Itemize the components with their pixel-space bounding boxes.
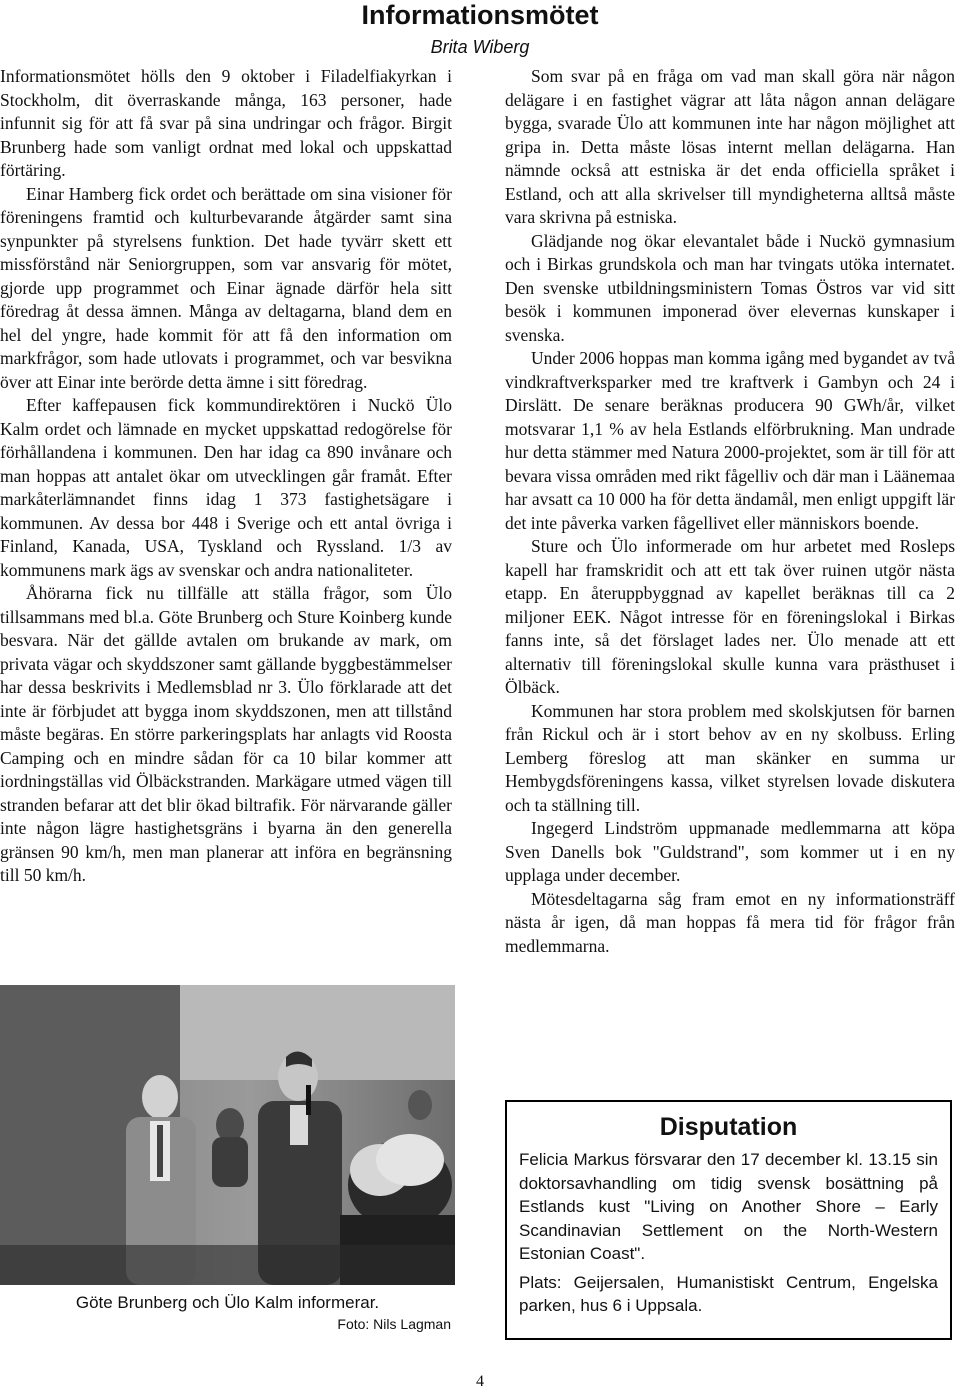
paragraph: Som svar på en fråga om vad man skall göra när någon delägare i en fastighet vägrar att låta någon annan delägare bygga, svarade Ülo att kommunen inte har någon möjlighet att gripa in. Detta måste lösas internt mellan delägarna. Han nämnde också att estniska är det enda officiella språket i Estland, och att alla skrivelser till myndigheterna alltså måste vara skrivna på estniska.	[505, 66, 955, 227]
article-title: Informationsmötet	[361, 0, 599, 30]
caption-text: Göte Brunberg och Ülo Kalm informerar.	[75, 1293, 380, 1312]
paragraph: Kommunen har stora problem med skolskjutsen för barnen från Rickul och är i stort behov av en ny skolbuss. Erling Lemberg föreslog att man skänker en summa ur Hembygdsföreningens kassa, vilket styrelsen lovade diskutera och ta ställning till.	[505, 700, 955, 815]
disputation-box	[505, 1100, 952, 1340]
paragraph: Einar Hamberg fick ordet och berättade om sina visioner för föreningens framtid och kulturbevarande åtgärder samt sina synpunkter på styrelsens funktion. Det hade tyvärr skett ett missförstånd när Seniorgruppen, som var ansvarig för mötet, gjorde upp programmet och Einar ägnade därför hela sitt föredrag åt dessa ämnen. Många av deltagarna, bland dem en hel del yngre, hade kommit för att få den information om markfrågor, som hade utlovats i programmet, och var besvikna över att Einar inte berörde detta ämne i sitt föredrag.	[0, 183, 452, 392]
paragraph: Glädjande nog ökar elevantalet både i Nuckö gymnasium och i Birkas grundskola och man har tvingats utöka internatet. Den svenske utbildningsministern Tomas Östros var vid sitt besök i kommunen imponerad över elevernas kunskaper i svenska.	[505, 230, 955, 345]
paragraph: Åhörarna fick nu tillfälle att ställa frågor, som Ülo tillsammans med bl.a. Göte Brunberg och Sture Koinberg kunde besvara. När det gällde avtalen om brukande av mark, om privata vägar och skyddszoner samt gällande byggbestämmelser har dessa beskrivits i Medlemsblad nr 3. Ülo förklarade att det inte är förbjudet att bygga inom skyddszonen, men att tillstånd måste begäras. En större parkeringsplats har anlagts vid Roosta Camping och en mindre sådan för ca 10 bilar kommer att iordningställas vid Ölbäckstranden. Markägare utmed vägen till stranden befarar att det blir ökad biltrafik. För närvarande gäller inte någon lägre hastighetsgräns i byarna än den generella gränsen 90 km/h, men man planerar att införa en begränsning till 50 km/h.	[0, 583, 452, 885]
article-author: Brita Wiberg	[430, 37, 530, 57]
page-number: 4	[476, 1373, 484, 1390]
photo-credit: Foto: Nils Lagman	[337, 1316, 451, 1332]
paragraph: Sture och Ülo informerade om hur arbetet med Rosleps kapell har framskridit och att ett tak över ruinen utgör nästa etapp. En återuppbyggnad av kapellet beräknas till ca 2 miljoner EEK. Något intresse för en föreningslokal i Birkas fanns inte, så det förslaget lades ner. Ülo menade att ett alternativ till föreningslokal skulle kunna vara prästhuset i Ölbäck.	[505, 536, 955, 697]
box-place: Plats: Geijersalen, Humanistiskt Centrum, Engelska parken, hus 6 i Uppsala.	[519, 1272, 938, 1315]
photo-caption	[0, 1292, 455, 1334]
box-title: Disputation	[659, 1113, 798, 1141]
paragraph: Under 2006 hoppas man komma igång med bygandet av två vindkraftverksparker med tre kraftverk i Gambyn och 24 i Dirslätt. De senare beräknas producera 90 GWh/år, vilket motsvarar 1,1 % av hela Estlands elförbrukning. Man undrade hur detta stämmer med Natura 2000-projektet, som är till för att bevara vissa områden med rikt fågelliv och där man i Läänemaa har avsatt ca 10 000 ha för detta ändamål, men enligt uppgift lär det inte påverka varken fågellivet eller människors boende.	[505, 348, 955, 533]
left-column	[0, 65, 452, 888]
paragraph: Efter kaffepausen fick kommundirektören i Nuckö Ülo Kalm ordet och lämnade en mycket uppskattad redogörelse för förhållandena i kommunen. Den har idag ca 890 invånare och man hoppas att antalet ökar om utvecklingen går framåt. Efter markåterlämnandet finns idag 1 373 fastighetsägare i kommunen. Av dessa bor 448 i Sverige och ett antal övriga i Finland, Kanada, USA, Tyskland och Ryssland. 1/3 av kommunens mark ägs av svenskar och andra nationaliteter.	[0, 395, 452, 580]
paragraph: Mötesdeltagarna såg fram emot en ny informationsträff nästa år igen, då man hoppas få mera tid för frågor från medlemmarna.	[505, 888, 955, 956]
photo-illustration	[0, 985, 455, 1285]
right-column	[505, 65, 955, 958]
meeting-photo	[0, 985, 455, 1285]
paragraph: Ingegerd Lindström uppmanade medlemmarna att köpa Sven Danells bok "Guldstrand", som kommer ut i en ny upplaga under december.	[505, 818, 955, 885]
box-text: Felicia Markus försvarar den 17 december kl. 13.15 sin doktorsavhandling om tidig svensk bosättning på Estlands kust "Living on Another Shore – Early Scandinavian Settlement on the North-Western Estonian Coast".	[519, 1150, 938, 1263]
paragraph: Informationsmötet hölls den 9 oktober i Filadelfiakyrkan i Stockholm, dit överraskande många, 163 personer, hade infunnit sig för att få svar på sina undringar och frågor. Birgit Brunberg hade som vanligt ordnat med lokal och uppskattad förtäring.	[0, 66, 452, 180]
